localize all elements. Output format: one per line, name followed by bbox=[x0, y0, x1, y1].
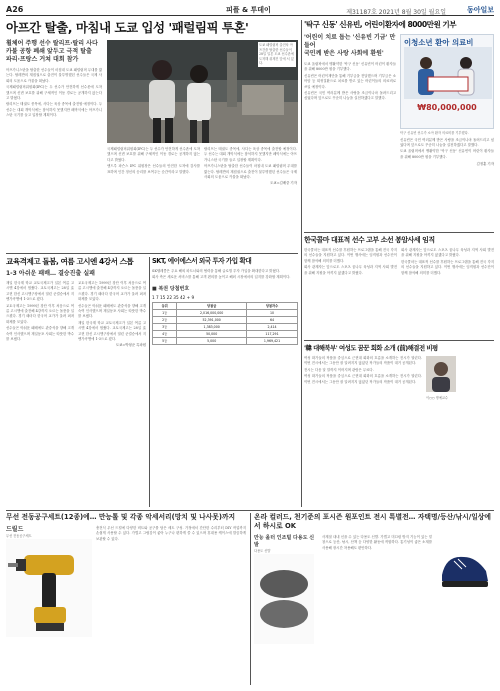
ad-power-tools-sub: 무선 전동공구세트 bbox=[6, 534, 32, 538]
article-shin-photo-caption: 탁구 신유빈 선수가 소아 환자 의료비를 기부했다. bbox=[400, 131, 469, 135]
column-divider bbox=[301, 20, 302, 340]
article-tokyo-byline: 도쿄=김배중 기자 bbox=[270, 181, 297, 186]
horizontal-divider bbox=[304, 340, 494, 341]
table-cell: 2,016,000,000 bbox=[177, 309, 247, 316]
article-skt bbox=[152, 257, 298, 507]
table-cell: 1,383,000 bbox=[177, 323, 247, 330]
donation-board-photo bbox=[400, 34, 494, 129]
table-row bbox=[153, 316, 298, 323]
article-skt-headline: SKT, 에이에스서 외국 투자 가입 확대 bbox=[152, 257, 252, 265]
table-cell: 4등 bbox=[153, 330, 177, 337]
article-shin-body-col1 bbox=[304, 62, 396, 102]
article-paragraph: 아프가니스탄을 탈출한 선수들이 마침내 도쿄 패럴림픽 무대를 밟는다. 탈레반의 재집권으로 출전이 불투명했던 선수들은 국제 사회의 도움으로 카불을 떠났다. bbox=[6, 68, 102, 83]
article-tokyo-subhead-1: 휠체어 주행 선수 랄리프·랄리 사다 bbox=[6, 40, 98, 47]
table-cell: 64 bbox=[247, 316, 298, 323]
issue-info: 제31187호 2021년 8월 30일 월요일 bbox=[346, 9, 446, 16]
article-tokyo-body-col1 bbox=[6, 68, 102, 119]
article-paragraph: 국제패럴림픽위원회(IPC)는 두 선수가 안전하게 선수촌에 도착했으며 신변 보호를 위해 구체적인 이동 경로는 공개하지 않는다고 밝혔다. bbox=[6, 85, 102, 101]
article-paragraph: 앤드루 파슨스 IPC 위원장은 선수들의 안전한 도착에 감사를 표하며 인간 정신의 승리를 보여주는 순간이라고 말했다. bbox=[107, 164, 200, 174]
article-tokyo-subhead-3: 파리·프랑스 거쳐 대회 참가 bbox=[6, 56, 79, 63]
article-shin bbox=[304, 20, 494, 230]
article-paragraph: 도쿄 올림픽에서 맹활약한 '탁구 신동' 신유빈이 어린이 환자들을 위해 8000만 원을 기부했다. bbox=[400, 149, 494, 159]
table-header: 당첨자수 bbox=[247, 302, 298, 309]
article-exhibition bbox=[304, 340, 494, 508]
table-cell: 50,000 bbox=[177, 330, 247, 337]
article-paragraph: 신유빈은 국민 여러분께 받은 사랑을 조금이나마 돌려드리고 싶었다며 앞으로도 꾸준히 나눔을 실천하겠다고 말했다. bbox=[304, 91, 396, 101]
article-koshien bbox=[6, 257, 146, 507]
article-exhibition-headline: '韓 대해북부' 여성도 꿈꾼 회화 소개 (前)해결전 비평 bbox=[304, 344, 438, 352]
article-koshien-byline: 도쿄=박형준 특파원 bbox=[115, 343, 146, 348]
article-tokyo-body-col3 bbox=[204, 147, 297, 187]
table-row bbox=[153, 330, 298, 337]
article-paragraph: 교토국제고는 1999년 창단 이후 처음으로 여름 고시엔에 출전해 4강까지 오르는 돌풍을 일으켰다. 경기 때마다 한국어 교가가 울려 퍼져 화제를 모았다. bbox=[78, 281, 146, 302]
ad-shoes-name: 다용도 신발 bbox=[254, 549, 271, 553]
table-header: 등위 bbox=[153, 302, 177, 309]
article-paragraph: SK텔레콤은 주요 해외 파트너와의 협력을 통해 글로벌 투자 가입을 확대한다고 밝혔다. bbox=[152, 269, 281, 273]
table-cell: 2,414 bbox=[247, 323, 298, 330]
table-cell: 1등 bbox=[153, 309, 177, 316]
table-header: 당첨금 bbox=[177, 302, 247, 309]
column-divider bbox=[301, 340, 302, 507]
article-paragraph: 여성 화가들의 작품을 중심으로 근현대 회화의 흐름을 소개하는 전시가 열린다. 이번 전시에서는 그동안 잘 알려지지 않았던 작가들의 작품이 대거 공개된다. bbox=[304, 356, 422, 366]
column-divider bbox=[250, 513, 251, 685]
ad-shoes-title: 온라 컬러드, 천기준의 포시즌 원포인트 전시 특별전… 자택명/등산/낚시/일상에서 하시로 OK bbox=[254, 513, 491, 530]
ad-shoes-sub: 만능 올터 인조털 다용도 신발 bbox=[254, 535, 315, 548]
article-tokyo-photo-caption: 도쿄 패럴림픽 출전차 아프간을 탈출한 선수들이 28일 일본 도쿄 선수촌에 도착해 취재진 앞에 서 있다. bbox=[258, 42, 296, 67]
article-tokyo-photo bbox=[107, 40, 298, 143]
ad-power-tools bbox=[6, 513, 246, 685]
donation-ceremony-image bbox=[404, 47, 492, 99]
article-koshien-headline: 교육격제고 돌봄, 여름 고시엔 4강서 스톱 bbox=[6, 257, 134, 266]
article-koshien-subhead: 1-3 아쉬운 패배… 결승진출 실패 bbox=[6, 270, 95, 277]
ad-shoes-body: 사계절 내내 신을 수 있는 다용도 신발. 가볍고 미끄럼 방지 기능이 있는 밑창으로 등산, 낚시, 산책 등 다양한 활동에 적합하다. 통기성이 좋은 소재를 사용해 장시간 착용해도 편안하다. bbox=[322, 535, 432, 550]
table-cell: 52,391,000 bbox=[177, 316, 247, 323]
article-paragraph: 선수들은 아쉬운 패배에도 관중석을 향해 고개 숙여 인사했으며 재일동포 사회는 따뜻한 박수를 보냈다. bbox=[6, 326, 74, 342]
article-paragraph: 회사 측은 새로운 서비스를 통해 고객 편의를 높이고 해외 시장에서의 입지를 강화할 계획이다. bbox=[152, 275, 291, 280]
article-exhibition-body bbox=[304, 356, 422, 401]
article-shin-headline: '탁구 신동' 신유빈, 어린이환자에 8000만원 기부 bbox=[304, 20, 457, 29]
lottery-table-title: ■ 복권 당첨번호 bbox=[152, 285, 190, 292]
lottery-winning-numbers: 1 7 15 22 35 42 + 9 bbox=[152, 294, 195, 300]
ad-shoes bbox=[254, 513, 494, 685]
table-cell: 1,969,421 bbox=[247, 337, 298, 344]
masthead bbox=[6, 4, 494, 16]
article-paragraph: 한국콜마는 대표적 선수를 후원하는 프로그램을 통해 전국 각지의 선수들을 지원하고 있다. 이번 행사에는 임직원과 선수단이 함께 참석해 의미를 더했다. bbox=[304, 248, 397, 263]
article-tokyo bbox=[6, 20, 298, 252]
article-shin-subhead-1: '어린이 치료 돕는 '신유빈 기금' 만들어 bbox=[304, 34, 396, 49]
article-tokyo-subhead-2: 카불 공항 폐쇄 앞두고 극적 탈출 bbox=[6, 48, 92, 55]
donation-board-title: 이청소년 환아 의료비 bbox=[404, 38, 474, 47]
ad-power-tools-name: 드릴드 bbox=[6, 526, 24, 533]
article-paragraph: 신유빈은 국민 여러분께 받은 사랑을 조금이나마 돌려드리고 싶었다며 앞으로도 꾸준히 나눔을 실천하겠다고 말했다. bbox=[400, 137, 494, 147]
article-paragraph: 랄리프는 태권도 종목에, 사다는 육상 종목에 출전할 예정이다. 두 선수는 대회 개막식에는 참석하지 못했지만 폐막식에는 아프가니스탄 국기를 들고 입장할 계획이다. bbox=[204, 147, 297, 162]
article-paragraph: 재일 한국계 학교 교토국제고가 일본 여름 고시엔 4강에서 멈췄다. 교토국제고는 28일 효고현 한신 고시엔구장에서 열린 준결승에서 지벤가쿠엔에 1-3으로 졌다. bbox=[6, 281, 74, 302]
lottery-table bbox=[152, 302, 298, 345]
horizontal-divider bbox=[6, 253, 298, 254]
article-koshien-body-col2 bbox=[78, 281, 146, 349]
article-tokyo-body-col2 bbox=[107, 147, 200, 187]
table-cell: 5,000 bbox=[177, 337, 247, 344]
article-paragraph: 회사 관계자는 앞으로도 스포츠 꿈나무 육성과 지역 사회 발전을 위해 지원을 아끼지 않겠다고 밝혔다. bbox=[304, 265, 397, 275]
article-paragraph: 재일 한국계 학교 교토국제고가 일본 여름 고시엔 4강에서 멈췄다. 교토국제고는 28일 효고현 한신 고시엔구장에서 열린 준결승에서 지벤가쿠엔에 1-3으로 졌다. bbox=[78, 320, 146, 342]
article-kolmar-body-col1 bbox=[304, 248, 397, 277]
horizontal-divider bbox=[304, 232, 494, 233]
table-row bbox=[153, 337, 298, 344]
article-shin-byline: 김정훈 기자 bbox=[476, 162, 494, 167]
table-row bbox=[153, 309, 298, 316]
article-paragraph: 국제패럴림픽위원회(IPC)는 두 선수가 안전하게 선수촌에 도착했으며 신변 보호를 위해 구체적인 이동 경로는 공개하지 않는다고 밝혔다. bbox=[107, 147, 200, 162]
article-kolmar-headline: 한국콜마 대표적 선수 고부 소선 봉암사세 임직 bbox=[304, 236, 435, 244]
horizontal-divider bbox=[6, 510, 494, 511]
article-skt-body bbox=[152, 269, 298, 281]
newspaper-logo: 동아일보 bbox=[466, 6, 494, 14]
article-paragraph: 선수들은 아쉬운 패배에도 관중석을 향해 고개 숙여 인사했으며 재일동포 사회는 따뜻한 박수를 보냈다. bbox=[78, 303, 146, 319]
article-paragraph: 아프가니스탄을 탈출한 선수들이 마침내 도쿄 패럴림픽 무대를 밟는다. 탈레반의 재집권으로 출전이 불투명했던 선수들은 국제 사회의 도움으로 카불을 떠났다. bbox=[204, 164, 297, 180]
table-cell: 117,291 bbox=[247, 330, 298, 337]
donation-amount: ₩80,000,000 bbox=[417, 103, 477, 112]
portrait-photo bbox=[426, 356, 456, 392]
table-cell: 5등 bbox=[153, 337, 177, 344]
table-cell: 2등 bbox=[153, 316, 177, 323]
power-drill-image bbox=[6, 539, 92, 637]
article-paragraph: 한국콜마는 대표적 선수를 후원하는 프로그램을 통해 전국 각지의 선수들을 지원하고 있다. 이번 행사에는 임직원과 선수단이 함께 참석해 의미를 더했다. bbox=[401, 259, 494, 275]
ad-power-tools-title: 무선 전동공구세트(12종)에… 만능톨 및 각종 악세서리(망치 및 나사못)까지 bbox=[6, 513, 236, 521]
article-paragraph: 여성 화가들의 작품을 중심으로 근현대 회화의 흐름을 소개하는 전시가 열린다. 이번 전시에서는 그동안 잘 알려지지 않았던 작가들의 작품이 대거 공개된다. bbox=[304, 374, 422, 384]
article-paragraph: 도쿄 올림픽에서 맹활약한 '탁구 신동' 신유빈이 어린이 환자들을 위해 8000만 원을 기부했다. bbox=[304, 62, 396, 72]
article-kolmar bbox=[304, 236, 494, 336]
article-paragraph: 회사 관계자는 앞으로도 스포츠 꿈나무 육성과 지역 사회 발전을 위해 지원을 아끼지 않겠다고 밝혔다. bbox=[401, 248, 494, 258]
article-paragraph: 신유빈은 어린이재단을 통해 기부금을 전달했으며 기부금은 소아암 등 희귀질환으로 치료를 받고 있는 어린이들의 의료비로 쓰일 예정이다. bbox=[304, 73, 396, 89]
section-title: 피플 & 투데이 bbox=[226, 6, 271, 14]
table-row bbox=[153, 323, 298, 330]
shoe-image bbox=[254, 554, 314, 644]
article-paragraph: 랄리프는 태권도 종목에, 사다는 육상 종목에 출전할 예정이다. 두 선수는 대회 개막식에는 참석하지 못했지만 폐막식에는 아프가니스탄 국기를 들고 입장할 계획이다. bbox=[6, 102, 102, 118]
article-koshien-body-col1 bbox=[6, 281, 74, 349]
article-paragraph: 전시는 다음 달 말까지 이어지며 관람은 무료다. bbox=[304, 367, 374, 372]
table-cell: 3등 bbox=[153, 323, 177, 330]
article-paragraph: 교토국제고는 1999년 창단 이후 처음으로 여름 고시엔에 출전해 4강까지 오르는 돌풍을 일으켰다. 경기 때마다 한국어 교가가 울려 퍼져 화제를 모았다. bbox=[6, 303, 74, 324]
article-kolmar-body-col2 bbox=[401, 248, 494, 277]
shoe-product-image bbox=[436, 535, 494, 595]
article-tokyo-headline: 아프간 탈출, 마침내 도쿄 입성 '패럴림픽 투혼' bbox=[6, 20, 249, 35]
page-number: A26 bbox=[6, 5, 24, 14]
column-divider bbox=[149, 257, 150, 507]
table-cell: 10 bbox=[247, 309, 298, 316]
portrait-caption: 이○○ 명예교수 bbox=[426, 396, 448, 400]
article-shin-subhead-2: 국민께 받은 사랑 사회에 환원' bbox=[304, 50, 384, 57]
article-shin-body-col2 bbox=[400, 138, 494, 161]
ad-power-tools-body: 충전식 무선 드릴에 다양한 비트와 공구를 담은 세트 구성. 가정에서 간단한 수리부터 DIY 작업까지 손쉽게 사용할 수 있다. 가볍고 그립감이 좋아 누구나 편하게 쓸 수 있으며 휴대용 케이스에 깔끔하게 보관할 수 있다. bbox=[96, 526, 246, 541]
